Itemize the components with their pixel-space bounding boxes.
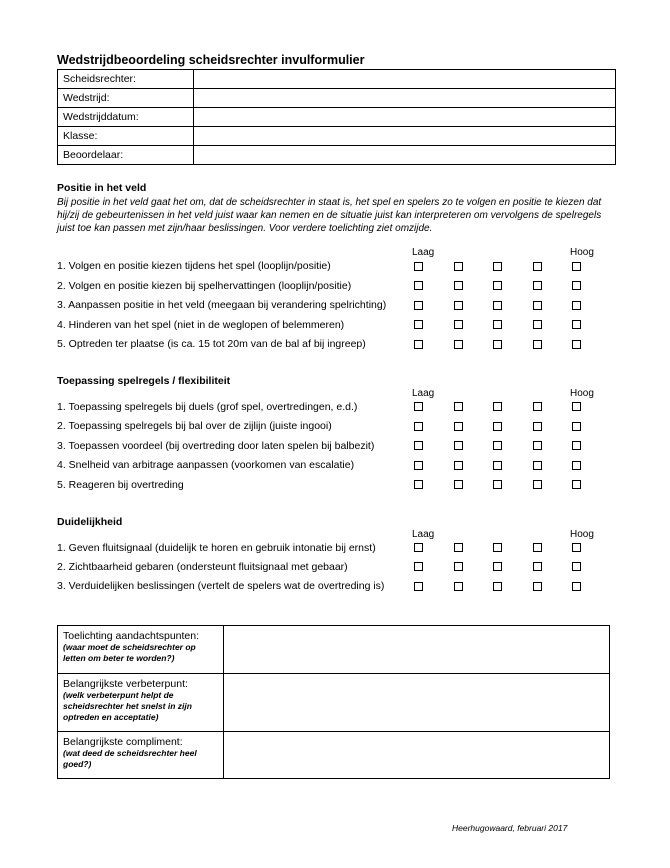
rating-checkbox[interactable] [454, 262, 463, 271]
info-row-referee [58, 70, 616, 89]
rating-checkbox[interactable] [493, 543, 502, 552]
rating-checkbox[interactable] [533, 402, 542, 411]
rating-checkbox[interactable] [533, 281, 542, 290]
feedback-field-improvement[interactable] [224, 674, 610, 732]
rating-checkbox[interactable] [572, 340, 581, 349]
info-row-assessor [58, 146, 616, 165]
info-label-referee: Scheidsrechter: [58, 70, 194, 89]
rating-item-label: 1. Volgen en positie kiezen tijdens het spel (looplijn/positie) [57, 260, 331, 272]
scale-high-label: Hoog [570, 529, 594, 540]
rating-checkbox[interactable] [572, 281, 581, 290]
rating-checkbox[interactable] [454, 281, 463, 290]
rating-checkbox[interactable] [533, 582, 542, 591]
rating-checkbox[interactable] [533, 340, 542, 349]
rating-checkbox[interactable] [493, 281, 502, 290]
rating-checkbox[interactable] [454, 422, 463, 431]
footer-place-date: Heerhugowaard, februari 2017 [452, 823, 568, 833]
section-intro-positioning: Bij positie in het veld gaat het om, dat de scheidsrechter in staat is, het spel en spelers zo te volgen en positie te kiezen dat hij/zij de gebeurtenissen in het veld juist waar kan nemen en de situatie juist kan interpreteren om vervolgens de spelregels juist toe kan passen met zijn/haar beslissingen. Voor verdere toelichting ziet omzijde. [57, 197, 602, 234]
rating-checkbox[interactable] [414, 320, 423, 329]
form-title: Wedstrijdbeoordeling scheidsrechter invulformulier [57, 53, 365, 67]
rating-checkbox[interactable] [414, 480, 423, 489]
rating-checkbox[interactable] [414, 562, 423, 571]
rating-checkbox[interactable] [533, 320, 542, 329]
rating-checkbox[interactable] [454, 582, 463, 591]
rating-checkbox[interactable] [572, 461, 581, 470]
feedback-label-cell [58, 732, 224, 779]
rating-item-label: 3. Aanpassen positie in het veld (meegaan bij verandering spelrichting) [57, 299, 387, 311]
info-field-class[interactable] [194, 127, 616, 146]
rating-item-label: 4. Snelheid van arbitrage aanpassen (voorkomen van escalatie) [57, 459, 355, 471]
feedback-label-cell [58, 674, 224, 732]
rating-checkbox[interactable] [454, 543, 463, 552]
rating-checkbox[interactable] [533, 262, 542, 271]
rating-checkbox[interactable] [454, 320, 463, 329]
feedback-table [57, 625, 610, 779]
rating-item-label: 5. Reageren bij overtreding [57, 479, 184, 491]
feedback-hint: (waar moet de scheidsrechter op letten om beter te worden?) [63, 642, 196, 663]
rating-checkbox[interactable] [493, 340, 502, 349]
rating-checkbox[interactable] [414, 262, 423, 271]
rating-checkbox[interactable] [493, 582, 502, 591]
rating-checkbox[interactable] [572, 562, 581, 571]
info-label-assessor: Beoordelaar: [58, 146, 194, 165]
rating-item-label: 2. Zichtbaarheid gebaren (ondersteunt fluitsignaal met gebaar) [57, 561, 348, 573]
rating-item-label: 2. Toepassing spelregels bij bal over de zijlijn (juiste ingooi) [57, 420, 332, 432]
section-title-positioning: Positie in het veld [57, 182, 147, 194]
info-row-class [58, 127, 616, 146]
feedback-field-compliment[interactable] [224, 732, 610, 779]
rating-checkbox[interactable] [493, 441, 502, 450]
rating-checkbox[interactable] [454, 480, 463, 489]
scale-low-label: Laag [412, 388, 435, 399]
rating-item-label: 3. Verduidelijken beslissingen (vertelt de spelers wat de overtreding is) [57, 580, 385, 592]
rating-checkbox[interactable] [572, 480, 581, 489]
rating-checkbox[interactable] [493, 262, 502, 271]
rating-item-label: 1. Geven fluitsignaal (duidelijk te horen en gebruik intonatie bij ernst) [57, 542, 376, 554]
feedback-label: Belangrijkste compliment: [63, 736, 183, 748]
rating-checkbox[interactable] [533, 301, 542, 310]
rating-checkbox[interactable] [493, 480, 502, 489]
rating-checkbox[interactable] [414, 461, 423, 470]
info-label-class: Klasse: [58, 127, 194, 146]
feedback-label-cell [58, 626, 224, 674]
rating-checkbox[interactable] [572, 543, 581, 552]
info-label-date: Wedstrijddatum: [58, 108, 194, 127]
rating-checkbox[interactable] [414, 543, 423, 552]
feedback-row-compliment [58, 732, 610, 779]
rating-checkbox[interactable] [414, 301, 423, 310]
rating-checkbox[interactable] [414, 340, 423, 349]
info-row-match [58, 89, 616, 108]
feedback-label: Belangrijkste verbeterpunt: [63, 678, 188, 690]
referee-info-table [57, 69, 616, 165]
rating-checkbox[interactable] [414, 422, 423, 431]
feedback-hint: (wat deed de scheidsrechter heel goed?) [63, 748, 197, 769]
rating-checkbox[interactable] [454, 562, 463, 571]
info-row-date [58, 108, 616, 127]
rating-checkbox[interactable] [572, 301, 581, 310]
rating-checkbox[interactable] [533, 422, 542, 431]
rating-checkbox[interactable] [454, 402, 463, 411]
rating-checkbox[interactable] [572, 422, 581, 431]
info-field-referee[interactable] [194, 70, 616, 89]
scale-low-label: Laag [412, 529, 435, 540]
rating-item-label: 4. Hinderen van het spel (niet in de weglopen of belemmeren) [57, 319, 345, 331]
rating-checkbox[interactable] [493, 320, 502, 329]
rating-checkbox[interactable] [454, 301, 463, 310]
feedback-row-attention [58, 626, 610, 674]
info-field-assessor[interactable] [194, 146, 616, 165]
scale-low-label: Laag [412, 247, 435, 258]
rating-checkbox[interactable] [533, 562, 542, 571]
rating-checkbox[interactable] [572, 402, 581, 411]
rating-checkbox[interactable] [454, 340, 463, 349]
rating-checkbox[interactable] [454, 441, 463, 450]
section-title-clarity: Duidelijkheid [57, 516, 123, 528]
scale-high-label: Hoog [570, 388, 594, 399]
rating-checkbox[interactable] [572, 441, 581, 450]
info-field-match[interactable] [194, 89, 616, 108]
rating-checkbox[interactable] [414, 582, 423, 591]
rating-checkbox[interactable] [572, 262, 581, 271]
rating-checkbox[interactable] [493, 301, 502, 310]
info-label-match: Wedstrijd: [58, 89, 194, 108]
rating-checkbox[interactable] [533, 543, 542, 552]
rating-checkbox[interactable] [414, 281, 423, 290]
rating-checkbox[interactable] [414, 402, 423, 411]
rating-checkbox[interactable] [572, 582, 581, 591]
feedback-hint: (welk verbeterpunt helpt de scheidsrechter het snelst in zijn optreden en acceptatie) [63, 690, 192, 722]
rating-item-label: 2. Volgen en positie kiezen bij spelhervattingen (looplijn/positie) [57, 280, 352, 292]
rating-item-label: 1. Toepassing spelregels bij duels (grof spel, overtredingen, e.d.) [57, 401, 358, 413]
section-title-rules: Toepassing spelregels / flexibiliteit [57, 375, 231, 387]
rating-checkbox[interactable] [414, 441, 423, 450]
rating-checkbox[interactable] [533, 441, 542, 450]
feedback-field-attention[interactable] [224, 626, 610, 674]
rating-checkbox[interactable] [533, 480, 542, 489]
rating-checkbox[interactable] [493, 402, 502, 411]
feedback-row-improvement [58, 674, 610, 732]
feedback-label: Toelichting aandachtspunten: [63, 630, 200, 642]
info-field-date[interactable] [194, 108, 616, 127]
rating-checkbox[interactable] [493, 461, 502, 470]
rating-checkbox[interactable] [533, 461, 542, 470]
rating-checkbox[interactable] [493, 422, 502, 431]
rating-item-label: 3. Toepassen voordeel (bij overtreding door laten spelen bij balbezit) [57, 440, 375, 452]
rating-checkbox[interactable] [493, 562, 502, 571]
rating-item-label: 5. Optreden ter plaatse (is ca. 15 tot 20m van de bal af bij ingreep) [57, 338, 366, 350]
rating-checkbox[interactable] [572, 320, 581, 329]
scale-high-label: Hoog [570, 247, 594, 258]
rating-checkbox[interactable] [454, 461, 463, 470]
